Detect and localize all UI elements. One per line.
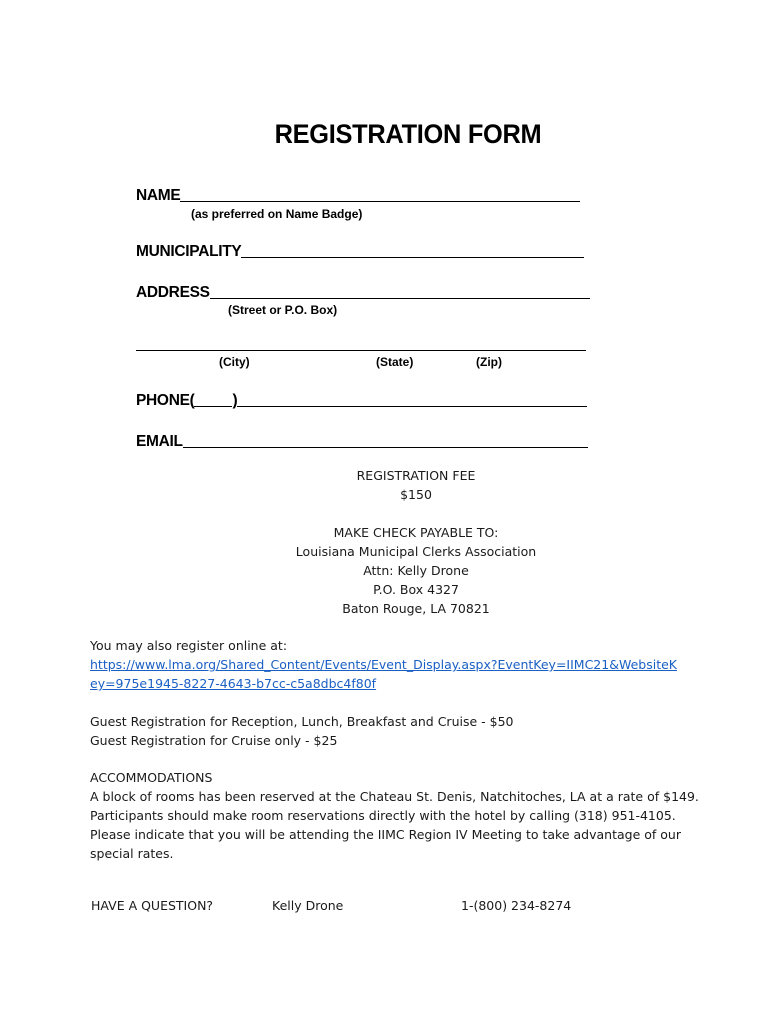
accommodations-line3: Please indicate that you will be attending the IIMC Region IV Meeting to take advantage of our — [90, 827, 681, 842]
registration-link-line2[interactable]: ey=975e1945-8227-4643-b7cc-c5a8dbc4f80f — [90, 676, 377, 691]
accommodations-block — [90, 768, 710, 863]
municipality-line[interactable] — [241, 257, 584, 258]
address-hint: (Street or P.O. Box) — [228, 303, 338, 317]
accommodations-line4: special rates. — [90, 846, 174, 861]
contact-question: HAVE A QUESTION? — [91, 898, 214, 913]
online-intro: You may also register online at: — [90, 638, 288, 653]
payable-attn: Attn: Kelly Drone — [363, 563, 469, 578]
state-hint: (State) — [376, 355, 414, 369]
guest-line2: Guest Registration for Cruise only - $25 — [90, 733, 338, 748]
accommodations-line2: Participants should make room reservations directly with the hotel by calling (318) 951-4105. — [90, 808, 676, 823]
phone-paren-close: ) — [232, 392, 238, 409]
payable-city: Baton Rouge, LA 70821 — [342, 601, 490, 616]
phone-area-code-line[interactable] — [194, 406, 232, 407]
email-label: EMAIL — [136, 433, 183, 450]
name-label: NAME — [136, 187, 181, 204]
name-line[interactable] — [180, 201, 580, 202]
accommodations-line1: A block of rooms has been reserved at the Chateau St. Denis, Natchitoches, LA at a rate of $149. — [90, 789, 699, 804]
city-hint: (City) — [219, 355, 250, 369]
email-line[interactable] — [183, 447, 588, 448]
zip-hint: (Zip) — [476, 355, 502, 369]
phone-label: PHONE( — [136, 392, 195, 409]
city-state-zip-field[interactable] — [136, 334, 586, 354]
payable-block — [216, 523, 616, 618]
guest-line1: Guest Registration for Reception, Lunch, Breakfast and Cruise - $50 — [90, 714, 514, 729]
guest-registration-block — [90, 712, 710, 750]
municipality-field[interactable] — [136, 241, 584, 261]
online-registration-block — [90, 636, 710, 693]
fee-amount: $150 — [400, 487, 432, 502]
email-field[interactable] — [136, 431, 588, 451]
address-line[interactable] — [210, 298, 590, 299]
payable-heading: MAKE CHECK PAYABLE TO: — [333, 525, 499, 540]
phone-field[interactable] — [136, 390, 587, 410]
contact-phone: 1-(800) 234-8274 — [461, 898, 572, 913]
name-field[interactable] — [136, 185, 580, 205]
address-field[interactable] — [136, 282, 590, 302]
fee-heading: REGISTRATION FEE — [356, 468, 476, 483]
address-label: ADDRESS — [136, 284, 210, 301]
municipality-label: MUNICIPALITY — [136, 243, 242, 260]
city-state-zip-line[interactable] — [136, 350, 586, 351]
payable-org: Louisiana Municipal Clerks Association — [295, 544, 537, 559]
contact-name: Kelly Drone — [272, 898, 344, 913]
page-title: REGISTRATION FORM — [274, 119, 542, 149]
accommodations-heading: ACCOMMODATIONS — [90, 770, 213, 785]
name-hint: (as preferred on Name Badge) — [191, 207, 363, 221]
phone-number-line[interactable] — [237, 406, 587, 407]
payable-box: P.O. Box 4327 — [373, 582, 459, 597]
registration-fee-block — [216, 466, 616, 504]
registration-link-line1[interactable]: https://www.lma.org/Shared_Content/Events/Event_Display.aspx?EventKey=IIMC21&WebsiteK — [90, 657, 677, 672]
